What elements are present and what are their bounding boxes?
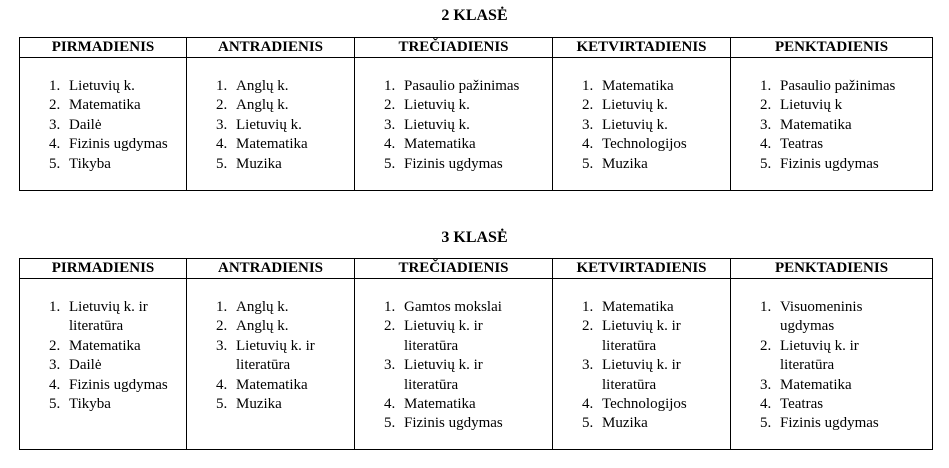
lesson-name: [236, 116, 354, 135]
day-cell: [355, 279, 553, 450]
lesson-name-line: Fizinis ugdymas: [69, 136, 168, 153]
lesson-item: [49, 395, 186, 414]
day-header: PIRMADIENIS: [20, 38, 187, 58]
lesson-number: 3.: [216, 337, 228, 354]
lesson-list: [187, 58, 354, 174]
lesson-name: [602, 155, 730, 174]
lesson-number: 5.: [384, 415, 396, 432]
lesson-item: [582, 77, 730, 96]
lesson-number: 3.: [384, 357, 396, 374]
lesson-number: 3.: [582, 116, 594, 133]
lesson-name: [780, 376, 932, 395]
lesson-item: [760, 337, 932, 376]
lesson-name-line: Lietuvių k.: [404, 97, 470, 114]
lesson-name: [404, 116, 552, 135]
lesson-number: 2.: [760, 97, 772, 114]
lesson-name-line: Lietuvių k. ir: [69, 299, 148, 315]
lesson-item: [384, 155, 552, 174]
lesson-name: [236, 298, 354, 317]
lesson-item: [384, 135, 552, 154]
lesson-name: [602, 298, 730, 317]
lesson-name: [404, 155, 552, 174]
lesson-number: 1.: [582, 299, 594, 315]
header-row: [20, 38, 933, 58]
lesson-item: [216, 96, 354, 115]
lesson-number: 3.: [760, 116, 772, 133]
lesson-list: [553, 58, 730, 174]
lesson-number: 3.: [216, 116, 228, 133]
lesson-item: [49, 376, 186, 395]
lesson-number: 1.: [760, 78, 772, 94]
lesson-name-line: Lietuvių k.: [404, 116, 470, 133]
lesson-number: 5.: [49, 396, 61, 413]
lesson-number: 5.: [384, 155, 396, 172]
lesson-name: [602, 77, 730, 96]
lesson-name-line: Fizinis ugdymas: [780, 415, 879, 432]
lesson-number: 4.: [49, 376, 61, 393]
lesson-item: [760, 135, 932, 154]
lesson-name: [602, 317, 730, 356]
day-header: PENKTADIENIS: [731, 259, 933, 279]
day-cell: [553, 58, 731, 191]
lesson-name: [602, 116, 730, 135]
day-header: TREČIADIENIS: [355, 259, 553, 279]
lesson-number: 4.: [384, 396, 396, 413]
lesson-number: 5.: [49, 155, 61, 172]
lesson-item: [49, 337, 186, 356]
lesson-number: 4.: [760, 396, 772, 413]
lesson-item: [582, 395, 730, 414]
lesson-name-line: Visuomeninis: [780, 299, 863, 315]
lesson-name-line: Anglų k.: [236, 78, 289, 94]
lesson-name: [404, 135, 552, 154]
lesson-name: [404, 356, 552, 395]
lesson-name-line: Matematika: [69, 337, 141, 354]
lesson-name-line: Muzika: [236, 396, 282, 413]
lesson-name-line: Matematika: [780, 376, 852, 393]
lesson-item: [760, 96, 932, 115]
lesson-name-line: Lietuvių k. ir: [780, 337, 859, 354]
lesson-name-line: literatūra: [69, 318, 124, 335]
lesson-item: [216, 77, 354, 96]
lesson-list: [20, 58, 186, 174]
lesson-number: 4.: [582, 396, 594, 413]
lesson-name: [69, 298, 186, 337]
lesson-item: [216, 376, 354, 395]
lesson-name-line: Anglų k.: [236, 97, 289, 114]
lesson-list: [553, 279, 730, 434]
lesson-number: 1.: [49, 299, 61, 315]
lesson-name-line: literatūra: [602, 337, 657, 354]
lesson-list: [355, 58, 552, 174]
lesson-name-line: Anglų k.: [236, 299, 289, 315]
lesson-number: 1.: [216, 78, 228, 94]
lesson-name: [780, 116, 932, 135]
lesson-name-line: Lietuvių k. ir: [602, 318, 681, 335]
lesson-item: [384, 395, 552, 414]
lesson-name: [236, 376, 354, 395]
lesson-name: [780, 96, 932, 115]
lesson-name-line: Lietuvių k.: [69, 78, 135, 94]
lesson-name-line: literatūra: [780, 357, 835, 374]
lesson-name-line: Pasaulio pažinimas: [404, 78, 520, 94]
lesson-item: [49, 155, 186, 174]
lesson-name: [69, 77, 186, 96]
lesson-number: 3.: [49, 116, 61, 133]
lesson-name-line: Teatras: [780, 136, 824, 153]
lesson-name: [236, 96, 354, 115]
lesson-number: 2.: [582, 318, 594, 335]
lesson-item: [216, 337, 354, 376]
lesson-name-line: literatūra: [236, 357, 291, 374]
grade2-title: 2 KLASĖ: [441, 7, 508, 24]
lesson-name: [404, 317, 552, 356]
lesson-item: [760, 77, 932, 96]
lesson-item: [582, 356, 730, 395]
lesson-number: 4.: [384, 136, 396, 153]
lesson-name-line: Matematika: [404, 396, 476, 413]
lesson-name-line: literatūra: [602, 376, 657, 393]
day-header: TREČIADIENIS: [355, 38, 553, 58]
lesson-item: [384, 317, 552, 356]
lesson-name: [404, 298, 552, 317]
lessons-row: [20, 58, 933, 191]
lesson-name: [780, 298, 932, 337]
lessons-row: [20, 279, 933, 450]
lesson-list: [187, 279, 354, 414]
lesson-name: [69, 96, 186, 115]
lesson-number: 5.: [216, 155, 228, 172]
lesson-name-line: Anglų k.: [236, 318, 289, 335]
lesson-number: 2.: [49, 97, 61, 114]
lesson-name-line: Fizinis ugdymas: [404, 155, 503, 172]
lesson-name: [780, 337, 932, 376]
lesson-item: [760, 155, 932, 174]
lesson-item: [760, 376, 932, 395]
lesson-number: 4.: [582, 136, 594, 153]
lesson-number: 2.: [384, 97, 396, 114]
day-header: PENKTADIENIS: [731, 38, 933, 58]
lesson-number: 5.: [760, 155, 772, 172]
lesson-number: 5.: [216, 396, 228, 413]
lesson-number: 3.: [49, 357, 61, 374]
lesson-name-line: Muzika: [602, 415, 648, 432]
lesson-name: [602, 395, 730, 414]
lesson-number: 4.: [49, 136, 61, 153]
lesson-number: 2.: [582, 97, 594, 114]
lesson-name-line: Fizinis ugdymas: [404, 415, 503, 432]
lesson-name: [602, 96, 730, 115]
lesson-item: [216, 135, 354, 154]
lesson-name-line: Matematika: [236, 136, 308, 153]
lesson-name: [69, 395, 186, 414]
lesson-name-line: Matematika: [602, 299, 674, 315]
lesson-item: [216, 155, 354, 174]
lesson-number: 1.: [582, 78, 594, 94]
lesson-name: [780, 135, 932, 154]
lesson-name-line: Lietuvių k.: [602, 116, 668, 133]
lesson-name-line: Teatras: [780, 396, 824, 413]
lesson-item: [582, 135, 730, 154]
day-header: KETVIRTADIENIS: [553, 38, 731, 58]
lesson-name-line: literatūra: [404, 376, 459, 393]
lesson-number: 1.: [216, 299, 228, 315]
lesson-name-line: Lietuvių k. ir: [236, 337, 315, 354]
lesson-item: [49, 77, 186, 96]
lesson-number: 4.: [216, 376, 228, 393]
lesson-item: [384, 116, 552, 135]
lesson-number: 2.: [760, 337, 772, 354]
lesson-name-line: Lietuvių k: [780, 97, 843, 114]
lesson-item: [216, 298, 354, 317]
day-cell: [355, 58, 553, 191]
lesson-number: 3.: [760, 376, 772, 393]
lesson-item: [49, 96, 186, 115]
lesson-name-line: Matematika: [236, 376, 308, 393]
lesson-name-line: Matematika: [69, 97, 141, 114]
lesson-item: [384, 77, 552, 96]
lesson-name: [236, 395, 354, 414]
lesson-number: 5.: [760, 415, 772, 432]
day-header: ANTRADIENIS: [187, 259, 355, 279]
day-cell: [187, 279, 355, 450]
lesson-name-line: Lietuvių k. ir: [404, 318, 483, 335]
lesson-name-line: Lietuvių k. ir: [404, 357, 483, 374]
lesson-name-line: Muzika: [236, 155, 282, 172]
lesson-name: [69, 376, 186, 395]
lesson-number: 2.: [216, 97, 228, 114]
lesson-list: [731, 279, 932, 434]
lesson-name-line: Gamtos mokslai: [404, 299, 502, 315]
grade3-schedule-table: [19, 258, 933, 450]
lesson-item: [582, 155, 730, 174]
lesson-number: 3.: [582, 357, 594, 374]
lesson-name: [236, 155, 354, 174]
day-cell: [553, 279, 731, 450]
lesson-item: [582, 96, 730, 115]
lesson-item: [582, 317, 730, 356]
lesson-number: 5.: [582, 155, 594, 172]
lesson-item: [760, 116, 932, 135]
lesson-name-line: Technologijos: [602, 136, 687, 153]
lesson-list: [20, 279, 186, 414]
lesson-name-line: Dailė: [69, 116, 102, 133]
lesson-name-line: Dailė: [69, 357, 102, 374]
lesson-list: [731, 58, 932, 174]
day-cell: [731, 279, 933, 450]
lesson-name-line: Lietuvių k.: [236, 116, 302, 133]
lesson-name: [236, 317, 354, 336]
lesson-name-line: Muzika: [602, 155, 648, 172]
lesson-item: [582, 116, 730, 135]
lesson-item: [760, 395, 932, 414]
lesson-item: [582, 414, 730, 433]
lesson-item: [49, 298, 186, 337]
lesson-name: [780, 395, 932, 414]
lesson-name: [236, 337, 354, 376]
lesson-name-line: Lietuvių k. ir: [602, 357, 681, 374]
lesson-item: [384, 96, 552, 115]
lesson-name-line: Matematika: [404, 136, 476, 153]
lesson-number: 2.: [49, 337, 61, 354]
lesson-item: [49, 135, 186, 154]
lesson-item: [384, 356, 552, 395]
lesson-item: [384, 414, 552, 433]
lesson-number: 1.: [760, 299, 772, 315]
lesson-list: [355, 279, 552, 434]
lesson-name-line: Tikyba: [69, 155, 111, 172]
lesson-name: [602, 414, 730, 433]
lesson-item: [216, 317, 354, 336]
lesson-name: [236, 135, 354, 154]
lesson-name-line: ugdymas: [780, 318, 835, 335]
lesson-number: 4.: [216, 136, 228, 153]
lesson-name: [69, 337, 186, 356]
day-cell: [20, 58, 187, 191]
lesson-name-line: Tikyba: [69, 396, 111, 413]
lesson-name-line: literatūra: [404, 337, 459, 354]
lesson-name: [602, 135, 730, 154]
grade3-title: 3 KLASĖ: [441, 229, 508, 246]
lesson-name: [404, 77, 552, 96]
lesson-name: [236, 77, 354, 96]
lesson-number: 1.: [384, 78, 396, 94]
day-cell: [20, 279, 187, 450]
grade2-schedule-table: [19, 37, 933, 191]
lesson-number: 4.: [760, 136, 772, 153]
lesson-number: 1.: [384, 299, 396, 315]
lesson-number: 2.: [216, 318, 228, 335]
lesson-item: [49, 356, 186, 375]
day-cell: [731, 58, 933, 191]
lesson-name: [780, 77, 932, 96]
lesson-item: [760, 298, 932, 337]
lesson-name: [69, 116, 186, 135]
header-row: [20, 259, 933, 279]
lesson-name: [780, 414, 932, 433]
lesson-name: [404, 96, 552, 115]
day-header: PIRMADIENIS: [20, 259, 187, 279]
lesson-name: [69, 356, 186, 375]
lesson-name-line: Fizinis ugdymas: [780, 155, 879, 172]
lesson-item: [760, 414, 932, 433]
lesson-name: [404, 395, 552, 414]
day-header: ANTRADIENIS: [187, 38, 355, 58]
lesson-name-line: Matematika: [602, 78, 674, 94]
lesson-name: [602, 356, 730, 395]
lesson-number: 2.: [384, 318, 396, 335]
lesson-name: [69, 155, 186, 174]
lesson-name-line: Lietuvių k.: [602, 97, 668, 114]
lesson-item: [582, 298, 730, 317]
lesson-name-line: Technologijos: [602, 396, 687, 413]
lesson-name: [780, 155, 932, 174]
lesson-number: 3.: [384, 116, 396, 133]
lesson-name: [404, 414, 552, 433]
lesson-item: [49, 116, 186, 135]
lesson-number: 1.: [49, 78, 61, 94]
day-header: KETVIRTADIENIS: [553, 259, 731, 279]
lesson-item: [216, 395, 354, 414]
day-cell: [187, 58, 355, 191]
lesson-name: [69, 135, 186, 154]
lesson-name-line: Fizinis ugdymas: [69, 376, 168, 393]
lesson-item: [384, 298, 552, 317]
lesson-item: [216, 116, 354, 135]
lesson-name-line: Pasaulio pažinimas: [780, 78, 896, 94]
lesson-number: 5.: [582, 415, 594, 432]
lesson-name-line: Matematika: [780, 116, 852, 133]
